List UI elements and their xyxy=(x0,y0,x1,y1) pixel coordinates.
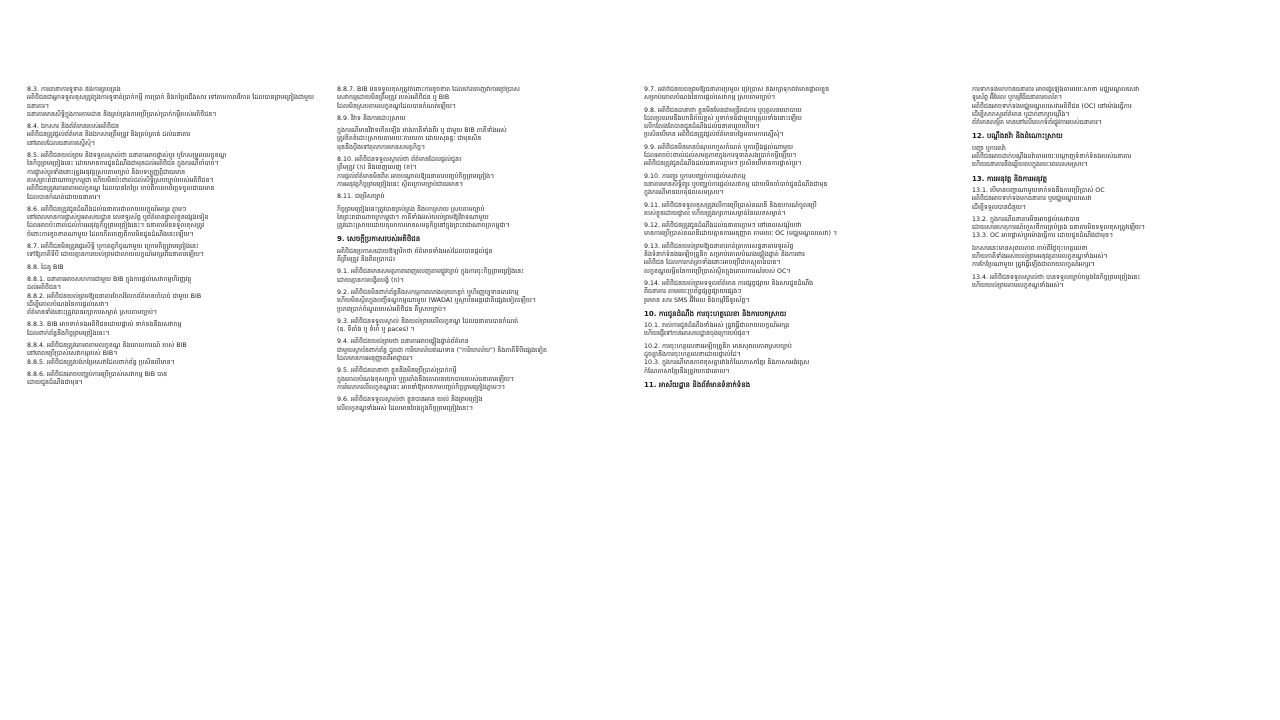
clause-paragraph: 8.5. អតិថិជនយល់ព្រម និងទទួលស្គាល់ថា ធនាគារអាចផ្លាស់ប្តូរ ឬកែសម្រួលលក្ខខណ្ឌ នៃកិច្ចព្រមព្រៀងនេះ ដោយមានការជូនដំណឹងជាមុនដល់អតិថិជន ក្នុងករណីចាំបាច់។ ការផ្លាស់ប្តូរទាំងនោះត្រូវអនុវត្តស្របតាមច្បាប់ និងបទប្បញ្ញត្តិជាធរមាន របស់ព្រះរាជាណាចក្រកម្ពុជា ហើយមិនប៉ះពាល់ដល់សិទ្ធិស្របច្បាប់របស់អតិថិជន។ អតិថិជនត្រូវគោរពតាមលក្ខខណ្ឌ ដែលបានកែប្រែ ចាប់ពីកាលបរិច្ឆេទចូលជាធរមាន ដែលបានកំណត់ដោយធនាគារ។ xyxy=(27,152,227,201)
clause-paragraph: 10.1. រាល់ការជូនដំណឹងទាំងអស់ ត្រូវធ្វើជាលាយលក្ខណ៍អក្សរ ហើយផ្ញើទៅកាន់អាសយដ្ឋានចុងក្រោយបំផុត។ xyxy=(644,322,790,338)
clause-paragraph: កិច្ចព្រមព្រៀងនេះត្រូវបានគ្រប់គ្រង និងបកស្រាយ ស្របតាមច្បាប់ នៃព្រះរាជាណាចក្រកម្ពុជា។ ភាគីទាំងអស់យល់ព្រមឱ្យវិវាទណាមួយ ត្រូវដោះស្រាយដោយតុលាការមានសមត្ថកិច្ចនៅក្នុងព្រះរាជាណាចក្រកម្ពុជា។ xyxy=(337,205,510,230)
clause-paragraph: 8.11. ជម្រើសច្បាប់ xyxy=(337,193,385,201)
section-heading: 12. បណ្តឹងតវ៉ា និងដំណោះស្រាយ xyxy=(972,132,1063,141)
clause-paragraph: 8.10. អតិថិជនទទួលស្គាល់ថា ព័ត៌មានដែលផ្តល់ជូន៖ ត្រឹមត្រូវ (ក) និងពេញលេញ (ខ)។ ការផ្តល់ព័ត៌មានមិនពិត អាចបណ្តាលឱ្យធនាគារបញ្ចប់កិច្ចព្រមព្រៀង។ ការអនុវត្តកិច្ចព្រមព្រៀងនេះ ស្ថិតក្រោមច្បាប់ជាធរមាន។ xyxy=(337,156,495,188)
clause-paragraph: 8.8.7. BIB មិនទទួលខុសត្រូវចំពោះការខូចខាត ដែលកើតចេញពីការប្រើប្រាស់ សេវាកម្មដោយមិនត្រឹមត្រូវ របស់អតិថិជន ឬ BIB ដែលមិនស្របតាមលក្ខខណ្ឌដែលបានកំណត់ឡើយ។ xyxy=(337,86,520,110)
clause-paragraph: 8.8.3. BIB អាចទាក់ទងអតិថិជនដោយផ្ទាល់ ទាក់ទងនឹងសេវាកម្ម ដែលពាក់ព័ន្ធនឹងកិច្ចព្រមព្រៀងនេះ។ xyxy=(27,321,182,337)
section-heading: 11. អាស័យដ្ឋាន និងព័ត៌មានទំនាក់ទំនង xyxy=(644,380,751,389)
clause-paragraph: 9.10. ការព្យួរ ឬការបញ្ឈប់ការផ្តល់សេវាកម្ម ធនាគារមានសិទ្ធិព្យួរ ឬបញ្ឈប់ការផ្តល់សេវាកម្ម ដោយមិនចាំបាច់ជូនដំណឹងជាមុន ក្នុងករណីមានហេតុផលសមស្រប។ xyxy=(644,172,828,197)
clause-paragraph: 9.4. អតិថិជនយល់ព្រមថា ធនាគារអាចផ្ទៀងផ្ទាត់ព័ត៌មាន ជាមួយស្ថាប័នពាក់ព័ន្ធ ដូចជា ការិយាល័យឥណទាន ("ការិយាល័យ") និងភាគីទីបីផ្សេងទៀត ដែលមានការអនុញ្ញាតពីអាជ្ញាធរ។ xyxy=(337,338,548,363)
text-column-1 xyxy=(27,86,319,392)
clause-paragraph: 9.11. អតិថិជនទទួលខុសត្រូវលើការប្រើប្រាស់គណនី និងឧបករណ៍ចូលប្រើ របស់ខ្លួនដោយផ្ទាល់ ហើយត្រូវរក្សាការសម្ងាត់នៃលេខសម្ងាត់។ xyxy=(644,201,817,217)
clause-paragraph: 8.8.4. អតិថិជនត្រូវគោរពតាមលក្ខខណ្ឌ និងគោលការណ៍ របស់ BIB នៅពេលប្រើប្រាស់សេវាកម្មរបស់ BIB។ 8.8.5. អតិថិជនត្រូវបង់កម្រៃសេវាដែលពាក់ព័ន្ធ ប្រសិនបើមាន។ xyxy=(27,342,187,366)
clause-paragraph: 9.7. អតិថិជនយល់ព្រមឱ្យធនាគារប្រមូល ប្រើប្រាស់ និងរក្សាទុកព័ត៌មានផ្ទាល់ខ្លួន សម្រាប់គោលបំណងនៃការផ្តល់សេវាកម្ម ស្របតាមច្បាប់។ xyxy=(644,86,830,102)
section-heading: 9. សេចក្តីប្រកាសរបស់អតិថិជន xyxy=(337,235,421,244)
clause-paragraph: 13.2. ក្នុងករណីធនាគារមិនអាចផ្តល់សេវាបាន ដោយសារហេតុការណ៍ហួសពីការគ្រប់គ្រង ធនាគារមិនទទួលខុសត្រូវឡើយ។ 13.3. OC អាចផ្លាស់ប្តូរម៉ោងធ្វើការ ដោយជូនដំណឹងជាមុន។ xyxy=(972,215,1146,240)
clause-paragraph: 9.13. អតិថិជនយល់ព្រមឱ្យធនាគារកត់ត្រាការសន្ទនាតាមទូរស័ព្ទ និងទំនាក់ទំនងអេឡិចត្រូនិក សម្រាប់គោលបំណងផ្ទៀងផ្ទាត់ និងការពារ អតិថិជន ដែលការកត់ត្រាទាំងនោះអាចប្រើជាភស្តុតាងបាន។ លក្ខខណ្ឌលម្អិតនៃការប្រើប្រាស់ស្ថិតក្នុងគោលការណ៍របស់ OC។ xyxy=(644,242,805,275)
clause-paragraph: បញ្ហា ឬការតវ៉ា អតិថិជនអាចដាក់បណ្តឹងតវ៉ាតាមរយៈបណ្តាញទំនាក់ទំនងរបស់ធនាគារ ហើយធនាគារនឹងឆ្លើយតបក្នុងរយៈពេលសមស្រប។ xyxy=(972,144,1132,169)
clause-paragraph: 9.8. អតិថិជនធានាថា ខ្លួនមិនមែនជាមន្ត្រីរាជការ ឬបុគ្គលនយោបាយ ដែលប្រឈមនឹងហានិភ័យខ្ពស់ ឬទាក់ទងជាមួយបុគ្គលទាំងនោះឡើយ លើកលែងតែបានជូនដំណឹងដល់ធនាគាររួចហើយ។ ប្រសិនបើមាន អតិថិជនត្រូវផ្តល់ព័ត៌មានបន្ថែមតាមការស្នើសុំ។ xyxy=(644,106,802,139)
clause-paragraph: 9.9. អតិថិជនមិនមានបំណុលហួសកំណត់ ឬការប្តឹងផ្តល់ណាមួយ ដែលអាចប៉ះពាល់ដល់សមត្ថភាពក្នុងការទូទាត់សងប្រាក់កម្ចីឡើយ។ អតិថិជនត្រូវជូនដំណឹងដល់ធនាគារភ្លាមៗ ប្រសិនបើមានការផ្លាស់ប្តូរ។ xyxy=(644,143,802,168)
clause-paragraph: 13.1. បើមានបញ្ហាណាមួយទាក់ទងនឹងការប្រើប្រាស់ OC អតិថិជនអាចទាក់ទងមកធនាគារ ឬមជ្ឈមណ្ឌលសេវា ដើម្បីទទួលបានជំនួយ។ xyxy=(972,186,1105,211)
clause-paragraph: 9.3. អតិថិជនទទួលស្គាល់ និងយល់ព្រមលើលក្ខខណ្ឌ ដែលធនាគារបានកំណត់ (ឧ. ទីតាំង ឬ ទំហំ ឬ paces) ។ xyxy=(337,317,519,334)
clause-paragraph: 8.4. ឯកសារ និងព័ត៌មានរបស់អតិថិជន អតិថិជនត្រូវផ្តល់ព័ត៌មាន និងឯកសារត្រឹមត្រូវ និងគ្រប់គ្រាន់ ដល់ធនាគារ នៅពេលដែលធនាគារស្នើសុំ។ xyxy=(27,123,191,147)
clause-paragraph: 9.14. អតិថិជនយល់ព្រមទទួលព័ត៌មាន ការផ្សព្វផ្សាយ និងសារជូនដំណឹង ពីធនាគារ តាមរយៈប្រព័ន្ធផ្សព្វផ្សាយផ្សេងៗ រួមមាន សារ SMS អ៊ីមែល និងកម្មវិធីទូរស័ព្ទ។ xyxy=(644,279,814,304)
clause-paragraph: 8.8.6. អតិថិជនអាចបញ្ឈប់ការប្រើប្រាស់សេវាកម្ម BIB បាន ដោយជូនដំណឹងជាមុន។ xyxy=(27,370,168,387)
clause-paragraph: 9.2. អតិថិជនមិនពាក់ព័ន្ធនឹងសកម្មភាពលាងលុយកខ្វក់ ឬហិរញ្ញប្បទានភេរវកម្ម ហើយមិនស្ថិតក្នុងបញ្ជីទណ្ឌកម្មណាមួយ (WADA) ឬស្ថាប័នអន្តរជាតិផ្សេងទៀតឡើយ។ ប្រភពប្រាក់ចំណូលរបស់អតិថិជន គឺស្របច្បាប់។ xyxy=(337,288,537,313)
clause-paragraph: 9.5. អតិថិជនធានាថា ខ្លួននឹងមិនប្រើប្រាស់ប្រាក់កម្ចី ក្នុងគោលបំណងខុសច្បាប់ ឬប្រឆាំងនឹងគោលនយោបាយរបស់ធនាគារឡើយ។ ការរំលោភលើលក្ខខណ្ឌនេះ អាចនាំឱ្យមានការបញ្ចប់កិច្ចព្រមព្រៀងភ្លាមៗ។ xyxy=(337,367,515,391)
text-column-3 xyxy=(644,86,936,393)
text-column-4 xyxy=(972,86,1264,294)
clause-paragraph: ការទាក់ទងមកកាន់ធនាគារ អាចធ្វើឡើងតាមរយៈសាខា មជ្ឈមណ្ឌលសេវា ទូរស័ព្ទ អ៊ីមែល ឬកម្មវិធីធនាគារចល័ត។ អតិថិជនអាចទាក់ទងមជ្ឈមណ្ឌលសេវាអតិថិជន (OC) នៅម៉ោងធ្វើការ ដើម្បីសាកសួរព័ត៌មាន ឬដាក់ពាក្យបណ្តឹង។ ព័ត៌មានលម្អិត មាននៅលើគេហទំព័រផ្លូវការរបស់ធនាគារ។ xyxy=(972,86,1140,127)
clause-paragraph: ក្នុងករណីមានវិវាទកើតឡើង រវាងភាគីទាំងពីរ ឬ ជាមួយ BIB ភាគីទាំងអស់ ត្រូវខិតខំដោះស្រាយតាមរយៈការចរចា ដោយសុឆន្ទៈ ជាមុនសិន មុននឹងប្តឹងទៅតុលាការមានសមត្ថកិច្ច។ xyxy=(337,127,507,151)
section-heading: 10. ការជូនដំណឹង ការចុះហត្ថលេខា និងការបកស្រាយ xyxy=(644,309,787,318)
clause-paragraph: 8.6. អតិថិជនត្រូវជូនដំណឹងដល់ធនាគារជាលាយលក្ខណ៍អក្សរ ភ្លាមៗ នៅពេលមានការផ្លាស់ប្តូរអាសយដ្ឋាន លេខទូរស័ព្ទ ឬព័ត៌មានផ្ទាល់ខ្លួនផ្សេងទៀត ដែលអាចប៉ះពាល់ដល់ការអនុវត្តកិច្ចព្រមព្រៀងនេះ។ ធនាគារមិនទទួលខុសត្រូវ ចំពោះការខូចខាតណាមួយ ដែលកើតចេញពីការមិនជូនដំណឹងនេះឡើយ។ xyxy=(27,205,209,238)
clause-paragraph: 8.7. អតិថិជនមិនត្រូវផ្ទេរសិទ្ធិ ឬកាតព្វកិច្ចណាមួយ ក្រោមកិច្ចព្រមព្រៀងនេះ ទៅឱ្យភាគីទីបី ដោយគ្មានការយល់ព្រមជាលាយលក្ខណ៍អក្សរពីធនាគារឡើយ។ xyxy=(27,243,205,259)
clause-paragraph: អតិថិជនប្រកាសដោយឱឡារិកថា ព័ត៌មានទាំងអស់ដែលបានផ្តល់ជូន គឺត្រឹមត្រូវ និងពិតប្រាកដ៖ xyxy=(337,247,493,264)
section-heading: 13. ការអនុវត្ត និងការអនុវត្ត xyxy=(972,174,1048,183)
clause-paragraph: 10.2. ការចុះហត្ថលេខាអេឡិចត្រូនិក មានសុពលភាពស្របច្បាប់ ដូចគ្នានឹងការចុះហត្ថលេខាដោយផ្ទាល់ដៃ។ 10.3. ក្នុងករណីមានភាពខុសគ្នារវាងកំណែភាសាខ្មែរ និងភាសាអង់គ្លេស កំណែភាសាខ្មែរនឹងត្រូវយកជាគោល។ xyxy=(644,342,810,375)
clause-paragraph: 9.6. អតិថិជនទទួលស្គាល់ថា ខ្លួនបានអាន យល់ និងព្រមព្រៀង លើលក្ខខណ្ឌទាំងអស់ ដែលមានចែងក្នុងកិច្ចព្រមព្រៀងនេះ។ xyxy=(337,396,483,412)
clause-paragraph: ឯកសារនេះមានសុពលភាព ចាប់ពីថ្ងៃចុះហត្ថលេខា ហើយភាគីទាំងអស់យល់ព្រមអនុវត្តតាមលក្ខខណ្ឌទាំងអស់។ ការកែប្រែណាមួយ ត្រូវធ្វើឡើងជាលាយលក្ខណ៍អក្សរ។ xyxy=(972,244,1108,269)
clause-paragraph: 8.8.1. ធនាគារអាចសហការជាមួយ BIB ក្នុងការផ្តល់សេវាកម្មហិរញ្ញវត្ថុ ដល់អតិថិជន។ 8.8.2. អតិថិជនយល់ព្រមឱ្យធនាគារចែករំលែកព័ត៌មានចាំបាច់ ជាមួយ BIB ដើម្បីគោលបំណងនៃការផ្តល់សេវា។ ព័ត៌មានទាំងនោះត្រូវបានរក្សាការសម្ងាត់ ស្របតាមច្បាប់។ xyxy=(27,275,202,317)
clause-paragraph: 13.4. អតិថិជនទទួលស្គាល់ថា បានទទួលច្បាប់ចម្លងនៃកិច្ចព្រមព្រៀងនេះ ហើយយល់ព្រមតាមលក្ខខណ្ឌទាំងអស់។ xyxy=(972,273,1141,289)
clause-paragraph: 8.8. ដៃគូ BIB xyxy=(27,263,64,271)
text-column-2 xyxy=(337,86,629,417)
clause-paragraph: 8.9. វិវាទ និងការដោះស្រាយ xyxy=(337,114,406,122)
clause-paragraph: 9.1. អតិថិជនមានសមត្ថភាពពេញលេញតាមផ្លូវច្បាប់ ក្នុងការចុះកិច្ចព្រមព្រៀងនេះ ដោយគ្មានការបង្ខិតបង្ខំ (ក)។ xyxy=(337,268,524,284)
clause-paragraph: 8.3. ការធានាការទូទាត់ និងការគ្រប់គ្រង អតិថិជនជាអ្នកទទួលខុសត្រូវក្នុងការទូទាត់ប្រាក់កម្ចី ការប្រាក់ និងកម្រៃជើងសារ ទៅតាមកាលវិភាគ ដែលបានព្រមព្រៀងជាមួយធនាគារ។ ធនាគារមានសិទ្ធិក្នុងការតាមដាន និងគ្រប់គ្រងការប្រើប្រាស់ប្រាក់កម្ចីរបស់អតិថិជន។ xyxy=(27,86,314,118)
clause-paragraph: 9.12. អតិថិជនត្រូវជូនដំណឹងដល់ធនាគារភ្លាមៗ នៅពេលសង្ស័យថា មានការប្រើប្រាស់គណនីដោយគ្មានការអនុញ្ញាត តាមរយៈ OC (មជ្ឈមណ្ឌលសេវា) ។ xyxy=(644,222,838,238)
